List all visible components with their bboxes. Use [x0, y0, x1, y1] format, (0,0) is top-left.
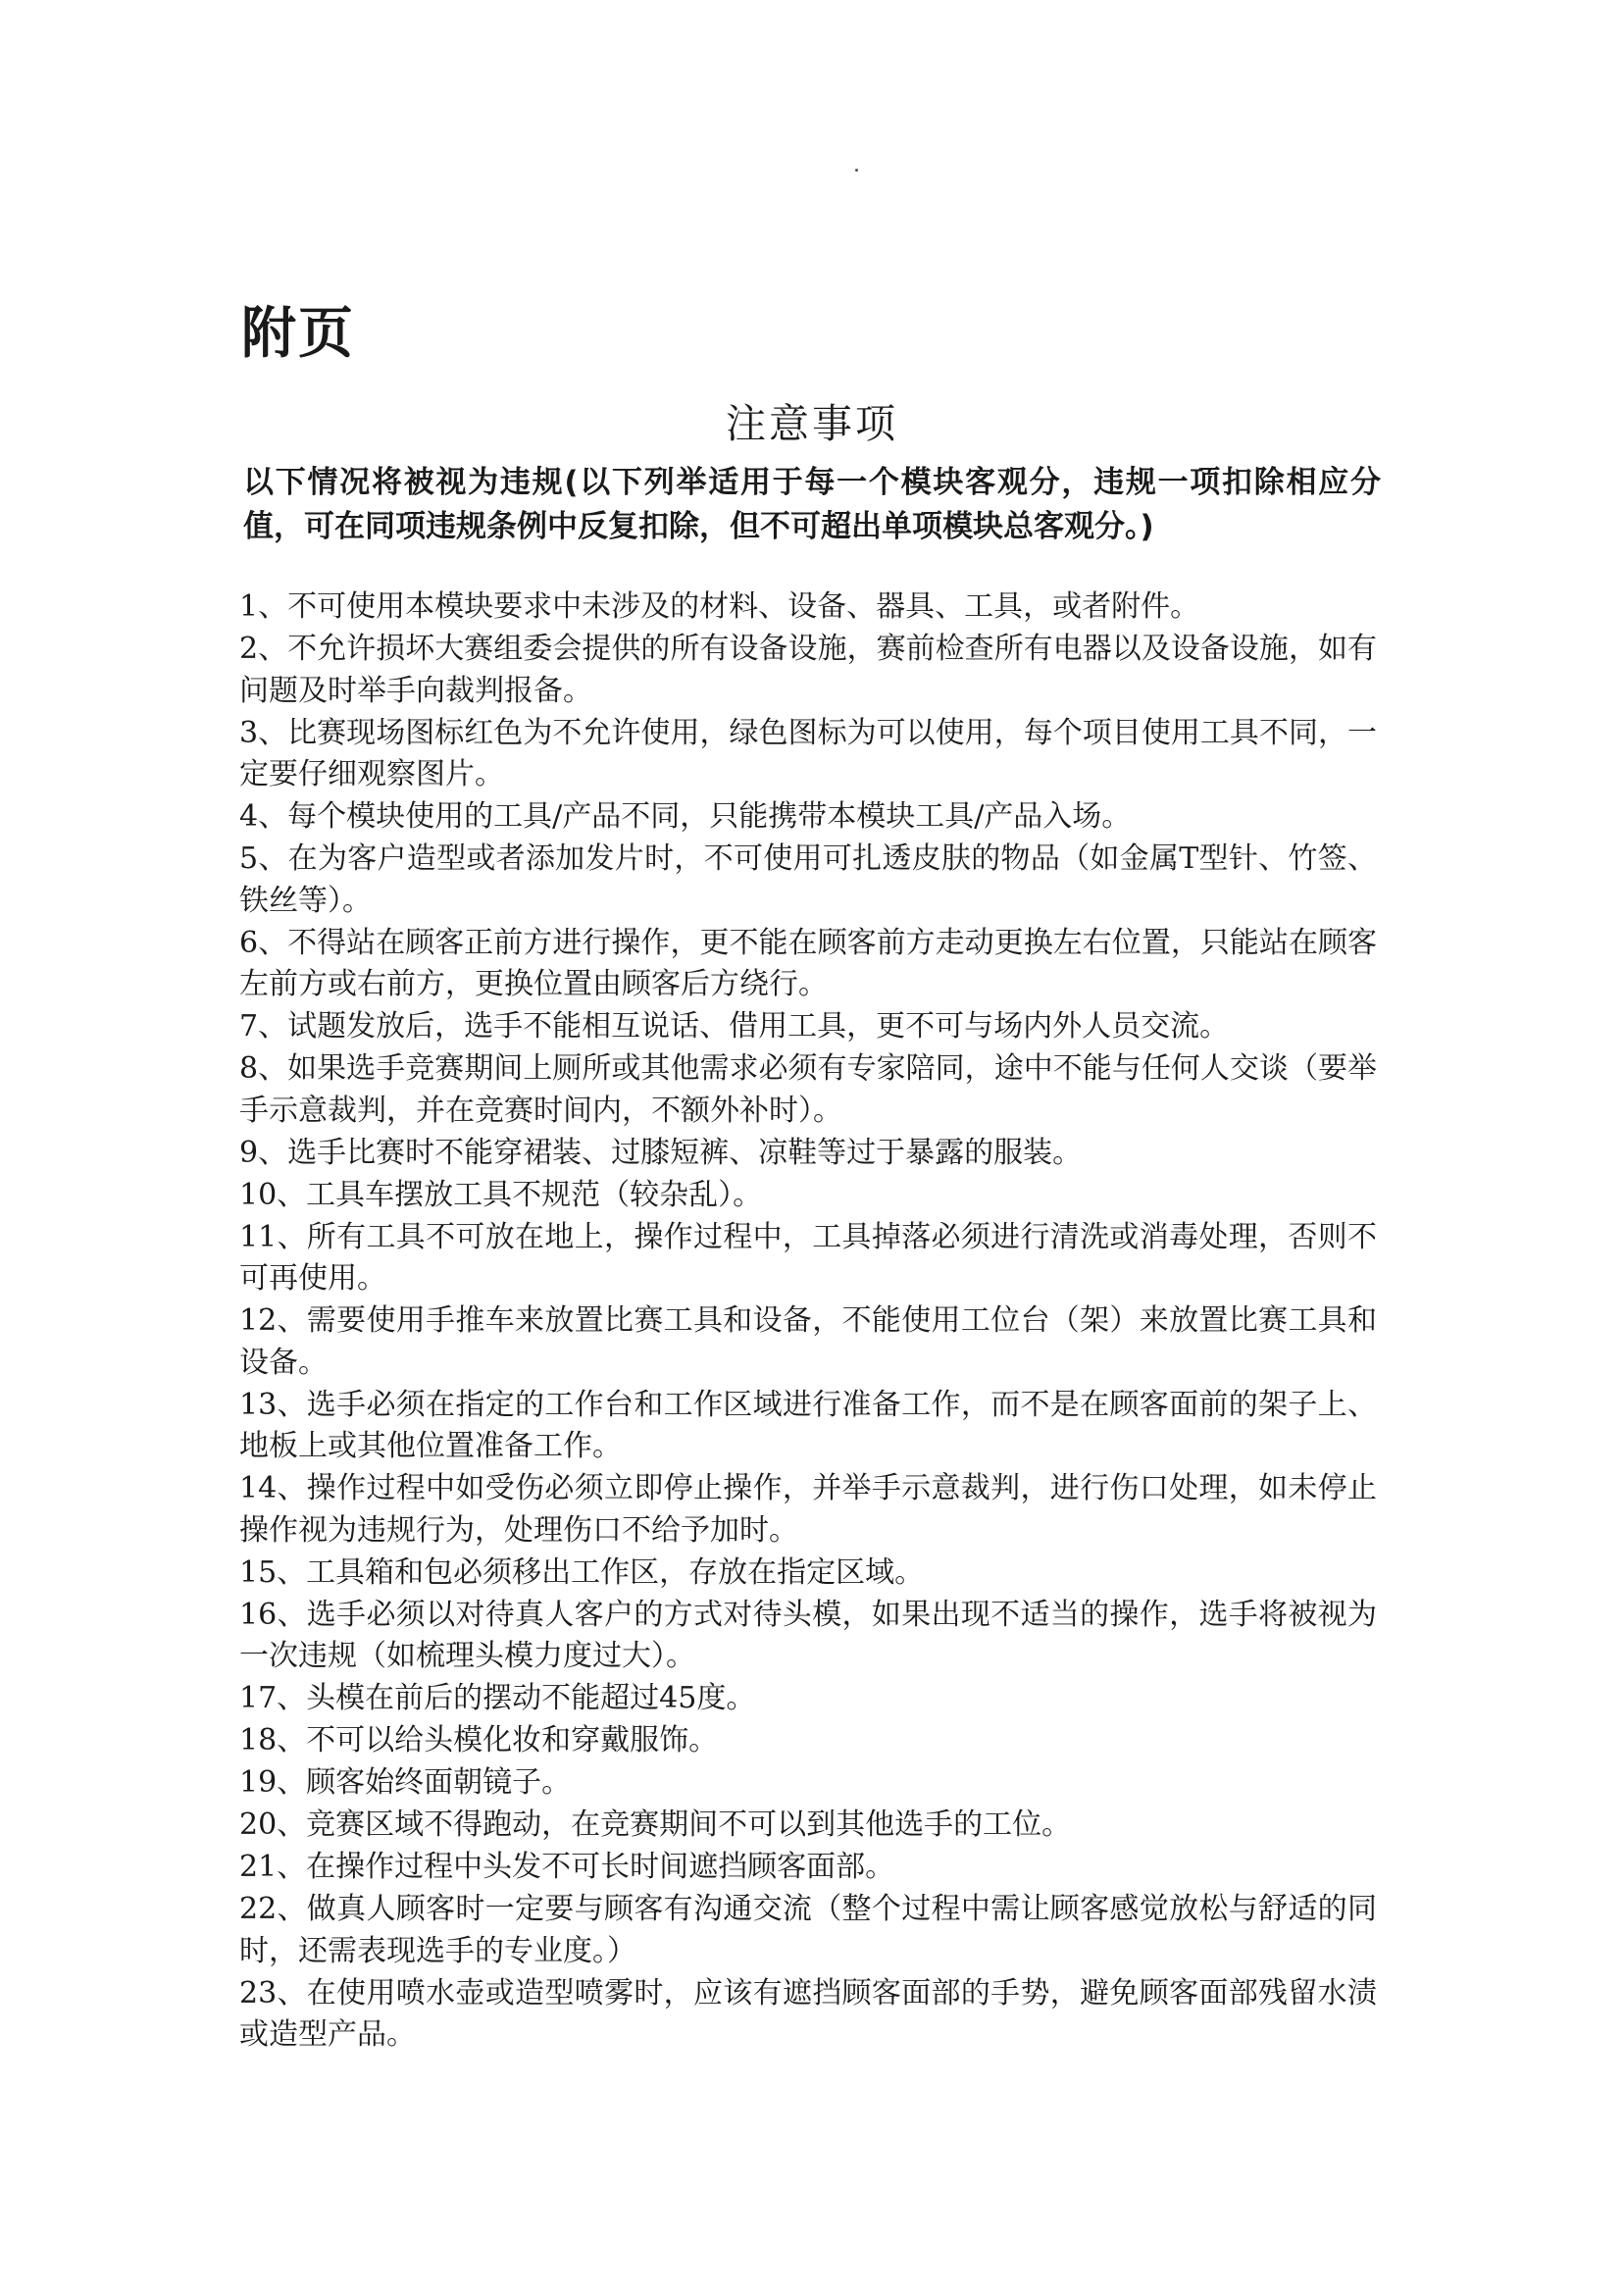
rule-item-4: 4、每个模块使用的工具/产品不同，只能携带本模块工具/产品入场。 — [239, 799, 1132, 834]
rule-item-8: 8、如果选手竞赛期间上厕所或其他需求必须有专家陪同，途中不能与任何人交谈（要举手示意裁判，并在竞赛时间内，不额外补时）。 — [239, 1051, 1377, 1128]
appendix-title: 附页 — [241, 302, 355, 366]
intro-paragraph: 以下情况将被视为违规(以下列举适用于每一个模块客观分，违规一项扣除相应分值，可在同项违规条例中反复扣除，但不可超出单项模块总客观分。) — [243, 465, 1381, 544]
rule-item-5: 5、在为客户造型或者添加发片时，不可使用可扎透皮肤的物品（如金属T型针、竹签、铁丝等）。 — [239, 841, 1377, 918]
rule-item-13: 13、选手必须在指定的工作台和工作区域进行准备工作，而不是在顾客面前的架子上、地板上或其他位置准备工作。 — [239, 1387, 1377, 1463]
rule-item-22: 22、做真人顾客时一定要与顾客有沟通交流（整个过程中需让顾客感觉放松与舒适的同时，还需表现选手的专业度。） — [239, 1892, 1377, 1968]
rule-item-12: 12、需要使用手推车来放置比赛工具和设备，不能使用工位台（架）来放置比赛工具和设备。 — [239, 1303, 1377, 1380]
notice-title: 注意事项 — [726, 400, 898, 447]
rule-item-3: 3、比赛现场图标红色为不允许使用，绿色图标为可以使用，每个项目使用工具不同，一定要仔细观察图片。 — [239, 715, 1377, 791]
rule-item-21: 21、在操作过程中头发不可长时间遮挡顾客面部。 — [239, 1850, 895, 1884]
rule-item-11: 11、所有工具不可放在地上，操作过程中，工具掉落必须进行清洗或消毒处理，否则不可再使用。 — [239, 1219, 1377, 1296]
rule-item-20: 20、竞赛区域不得跑动，在竞赛期间不可以到其他选手的工位。 — [239, 1807, 1072, 1842]
rule-item-7: 7、试题发放后，选手不能相互说话、借用工具，更不可与场内外人员交流。 — [239, 1009, 1230, 1044]
rule-item-18: 18、不可以给头模化妆和穿戴服饰。 — [239, 1723, 719, 1757]
rule-item-16: 16、选手必须以对待真人客户的方式对待头模，如果出现不适当的操作，选手将被视为一次违规（如梳理头模力度过大）。 — [239, 1597, 1377, 1673]
rules-list — [239, 586, 1377, 2057]
rule-item-2: 2、不允许损坏大赛组委会提供的所有设备设施，赛前检查所有电器以及设备设施，如有问题及时举手向裁判报备。 — [239, 632, 1377, 708]
rule-item-1: 1、不可使用本模块要求中未涉及的材料、设备、器具、工具，或者附件。 — [239, 589, 1200, 624]
rule-item-14: 14、操作过程中如受伤必须立即停止操作，并举手示意裁判，进行伤口处理，如未停止操作视为违规行为，处理伤口不给予加时。 — [239, 1471, 1377, 1548]
scan-speck — [855, 169, 858, 172]
rule-item-6: 6、不得站在顾客正前方进行操作，更不能在顾客前方走动更换左右位置，只能站在顾客左前方或右前方，更换位置由顾客后方绕行。 — [239, 925, 1377, 1001]
rule-item-17: 17、头模在前后的摆动不能超过45度。 — [239, 1681, 756, 1715]
rule-item-10: 10、工具车摆放工具不规范（较杂乱）。 — [239, 1177, 763, 1212]
rule-item-9: 9、选手比赛时不能穿裙装、过膝短裤、凉鞋等过于暴露的服装。 — [239, 1135, 1083, 1170]
rule-item-15: 15、工具箱和包必须移出工作区，存放在指定区域。 — [239, 1554, 925, 1590]
rule-item-23: 23、在使用喷水壶或造型喷雾时，应该有遮挡顾客面部的手势，避免顾客面部残留水渍或造型产品。 — [239, 1975, 1377, 2052]
rule-item-19: 19、顾客始终面朝镜子。 — [239, 1765, 572, 1800]
